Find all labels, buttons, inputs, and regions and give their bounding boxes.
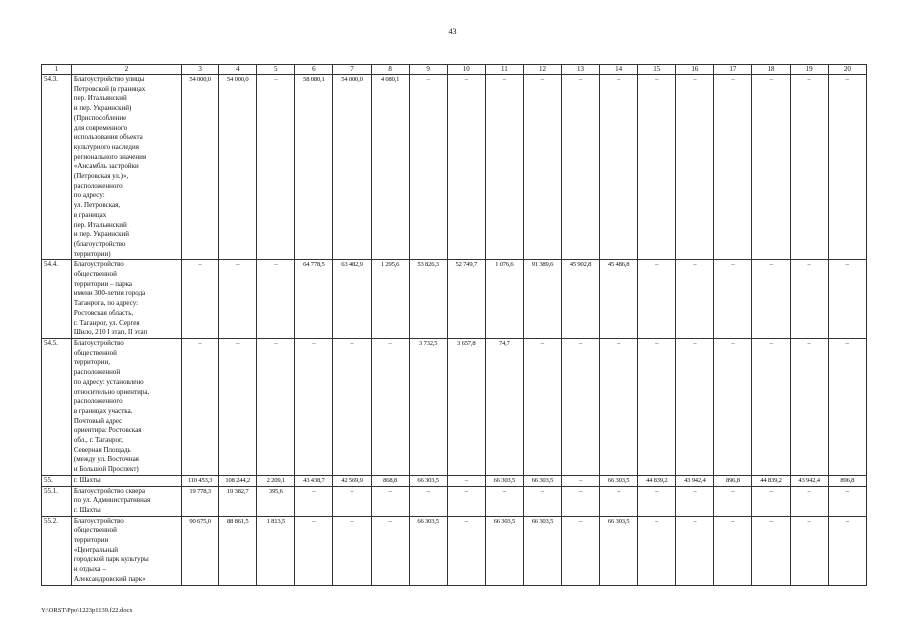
value-cell-col-4: – bbox=[219, 260, 257, 339]
row-object-name: Благоустройство общественной территории «Центральный городской парк культуры и отдыха – Александровский парк» bbox=[71, 516, 181, 585]
value-cell-col-15: – bbox=[638, 338, 676, 475]
value-cell-col-13: – bbox=[561, 486, 599, 516]
column-header-18: 18 bbox=[752, 65, 790, 75]
value-cell-col-7: 63 482,9 bbox=[333, 260, 371, 339]
value-cell-col-8: – bbox=[371, 486, 409, 516]
value-cell-col-7: 42 569,9 bbox=[333, 475, 371, 486]
value-cell-col-10: – bbox=[447, 516, 485, 585]
value-cell-col-3: 19 778,3 bbox=[182, 486, 219, 516]
value-cell-col-9: – bbox=[409, 486, 447, 516]
value-cell-col-9: 53 826,3 bbox=[409, 260, 447, 339]
value-cell-col-14: 45 486,8 bbox=[600, 260, 638, 339]
table-row bbox=[42, 338, 867, 475]
value-cell-col-18: – bbox=[752, 260, 790, 339]
value-cell-col-4: – bbox=[219, 338, 257, 475]
value-cell-col-4: 88 861,5 bbox=[219, 516, 257, 585]
value-cell-col-15: – bbox=[638, 260, 676, 339]
value-cell-col-19: – bbox=[790, 486, 828, 516]
value-cell-col-13: – bbox=[561, 338, 599, 475]
value-cell-col-3: 54 000,0 bbox=[182, 75, 219, 260]
value-cell-col-16: – bbox=[676, 486, 714, 516]
value-cell-col-3: – bbox=[182, 338, 219, 475]
value-cell-col-15: 44 839,2 bbox=[638, 475, 676, 486]
value-cell-col-6: – bbox=[295, 486, 333, 516]
value-cell-col-3: 110 453,3 bbox=[182, 475, 219, 486]
value-cell-col-11: 1 076,6 bbox=[485, 260, 523, 339]
value-cell-col-19: – bbox=[790, 516, 828, 585]
table-row bbox=[42, 75, 867, 260]
value-cell-col-14: – bbox=[600, 75, 638, 260]
value-cell-col-10: 3 657,8 bbox=[447, 338, 485, 475]
value-cell-col-5: 395,6 bbox=[257, 486, 295, 516]
value-cell-col-7: 54 000,0 bbox=[333, 75, 371, 260]
column-header-19: 19 bbox=[790, 65, 828, 75]
value-cell-col-20: – bbox=[828, 516, 866, 585]
value-cell-col-8: 1 295,6 bbox=[371, 260, 409, 339]
value-cell-col-14: – bbox=[600, 486, 638, 516]
value-cell-col-20: – bbox=[828, 486, 866, 516]
column-header-2: 2 bbox=[71, 65, 181, 75]
value-cell-col-18: 44 839,2 bbox=[752, 475, 790, 486]
value-cell-col-17: – bbox=[714, 75, 752, 260]
value-cell-col-16: – bbox=[676, 75, 714, 260]
value-cell-col-6: 64 778,5 bbox=[295, 260, 333, 339]
value-cell-col-17: – bbox=[714, 486, 752, 516]
value-cell-col-6: 43 438,7 bbox=[295, 475, 333, 486]
column-header-15: 15 bbox=[638, 65, 676, 75]
header-row bbox=[42, 65, 867, 75]
value-cell-col-10: – bbox=[447, 75, 485, 260]
value-cell-col-19: – bbox=[790, 338, 828, 475]
value-cell-col-4: 54 000,0 bbox=[219, 75, 257, 260]
value-cell-col-10: 52 749,7 bbox=[447, 260, 485, 339]
value-cell-col-15: – bbox=[638, 516, 676, 585]
value-cell-col-9: 3 732,5 bbox=[409, 338, 447, 475]
value-cell-col-10: – bbox=[447, 475, 485, 486]
value-cell-col-13: 45 902,8 bbox=[561, 260, 599, 339]
value-cell-col-16: – bbox=[676, 338, 714, 475]
value-cell-col-5: – bbox=[257, 260, 295, 339]
value-cell-col-15: – bbox=[638, 75, 676, 260]
value-cell-col-20: – bbox=[828, 260, 866, 339]
table-row bbox=[42, 475, 867, 486]
value-cell-col-8: – bbox=[371, 516, 409, 585]
column-header-14: 14 bbox=[600, 65, 638, 75]
value-cell-col-6: – bbox=[295, 516, 333, 585]
value-cell-col-7: – bbox=[333, 338, 371, 475]
value-cell-col-19: – bbox=[790, 75, 828, 260]
column-header-11: 11 bbox=[485, 65, 523, 75]
budget-table bbox=[41, 64, 867, 586]
value-cell-col-19: – bbox=[790, 260, 828, 339]
row-number: 55. bbox=[42, 475, 72, 486]
value-cell-col-17: 896,8 bbox=[714, 475, 752, 486]
value-cell-col-4: 19 382,7 bbox=[219, 486, 257, 516]
value-cell-col-13: – bbox=[561, 75, 599, 260]
value-cell-col-10: – bbox=[447, 486, 485, 516]
row-number: 54.3. bbox=[42, 75, 72, 260]
value-cell-col-13: – bbox=[561, 516, 599, 585]
value-cell-col-18: – bbox=[752, 75, 790, 260]
value-cell-col-11: – bbox=[485, 75, 523, 260]
value-cell-col-12: 91 389,6 bbox=[523, 260, 561, 339]
value-cell-col-5: 2 209,1 bbox=[257, 475, 295, 486]
value-cell-col-18: – bbox=[752, 486, 790, 516]
column-header-3: 3 bbox=[182, 65, 219, 75]
value-cell-col-11: 66 303,5 bbox=[485, 475, 523, 486]
column-header-17: 17 bbox=[714, 65, 752, 75]
value-cell-col-5: 1 813,5 bbox=[257, 516, 295, 585]
value-cell-col-5: – bbox=[257, 338, 295, 475]
value-cell-col-20: 896,8 bbox=[828, 475, 866, 486]
value-cell-col-16: 43 942,4 bbox=[676, 475, 714, 486]
value-cell-col-19: 43 942,4 bbox=[790, 475, 828, 486]
value-cell-col-7: – bbox=[333, 516, 371, 585]
column-header-10: 10 bbox=[447, 65, 485, 75]
page-number: 43 bbox=[448, 27, 457, 36]
table-body bbox=[42, 75, 867, 586]
value-cell-col-6: – bbox=[295, 338, 333, 475]
value-cell-col-11: 66 303,5 bbox=[485, 516, 523, 585]
value-cell-col-13: – bbox=[561, 475, 599, 486]
value-cell-col-20: – bbox=[828, 75, 866, 260]
table-row bbox=[42, 516, 867, 585]
value-cell-col-14: 66 303,5 bbox=[600, 516, 638, 585]
column-header-12: 12 bbox=[523, 65, 561, 75]
value-cell-col-5: – bbox=[257, 75, 295, 260]
value-cell-col-8: 868,8 bbox=[371, 475, 409, 486]
column-header-20: 20 bbox=[828, 65, 866, 75]
footer-file-path: Y:\ORST\Ppo\1223p1139.f22.docx bbox=[41, 607, 133, 614]
value-cell-col-18: – bbox=[752, 516, 790, 585]
value-cell-col-16: – bbox=[676, 516, 714, 585]
value-cell-col-12: 66 303,5 bbox=[523, 516, 561, 585]
value-cell-col-15: – bbox=[638, 486, 676, 516]
value-cell-col-14: – bbox=[600, 338, 638, 475]
row-object-name: Благоустройство общественной территории – парка имени 300-летия города Таганрога, по адресу: Ростовская область, г. Таганрог, ул. Сергея Шило, 210 I этап, II этап bbox=[71, 260, 181, 339]
value-cell-col-9: 66 303,5 bbox=[409, 516, 447, 585]
row-object-name: г. Шахты bbox=[71, 475, 181, 486]
value-cell-col-17: – bbox=[714, 260, 752, 339]
row-object-name: Благоустройство улицы Петровской (в границах пер. Итальянский и пер. Украинский) (Приспособление для современного использования объекта культурного наследия регионального значения «Ансамбль застройки (Петровская ул.)», расположенного по адресу: ул. Петровская, в границах пер. Итальянский и пер. Украинский (благоустройство территории) bbox=[71, 75, 181, 260]
column-header-7: 7 bbox=[333, 65, 371, 75]
column-header-6: 6 bbox=[295, 65, 333, 75]
row-object-name: Благоустройство сквера по ул. Административная г. Шахты bbox=[71, 486, 181, 516]
value-cell-col-11: 74,7 bbox=[485, 338, 523, 475]
value-cell-col-8: 4 080,1 bbox=[371, 75, 409, 260]
column-header-5: 5 bbox=[257, 65, 295, 75]
row-number: 55.2. bbox=[42, 516, 72, 585]
table-row bbox=[42, 486, 867, 516]
row-number: 55.1. bbox=[42, 486, 72, 516]
table-row bbox=[42, 260, 867, 339]
value-cell-col-4: 108 244,2 bbox=[219, 475, 257, 486]
value-cell-col-3: 90 675,0 bbox=[182, 516, 219, 585]
column-header-13: 13 bbox=[561, 65, 599, 75]
value-cell-col-3: – bbox=[182, 260, 219, 339]
row-number: 54.5. bbox=[42, 338, 72, 475]
column-header-16: 16 bbox=[676, 65, 714, 75]
value-cell-col-9: – bbox=[409, 75, 447, 260]
value-cell-col-11: – bbox=[485, 486, 523, 516]
value-cell-col-17: – bbox=[714, 338, 752, 475]
value-cell-col-20: – bbox=[828, 338, 866, 475]
value-cell-col-8: – bbox=[371, 338, 409, 475]
value-cell-col-18: – bbox=[752, 338, 790, 475]
value-cell-col-6: 58 080,1 bbox=[295, 75, 333, 260]
value-cell-col-14: 66 303,5 bbox=[600, 475, 638, 486]
column-header-4: 4 bbox=[219, 65, 257, 75]
row-number: 54.4. bbox=[42, 260, 72, 339]
row-object-name: Благоустройство общественной территории, расположенной по адресу: установлено относительно ориентира, расположенного в границах участка. Почтовый адрес ориентира: Ростовская обл., г. Таганрог, Северная Площадь (между ул. Восточная и Большой Проспект) bbox=[71, 338, 181, 475]
value-cell-col-16: – bbox=[676, 260, 714, 339]
value-cell-col-12: – bbox=[523, 75, 561, 260]
column-header-1: 1 bbox=[42, 65, 72, 75]
value-cell-col-9: 66 303,5 bbox=[409, 475, 447, 486]
column-header-8: 8 bbox=[371, 65, 409, 75]
value-cell-col-12: 66 303,5 bbox=[523, 475, 561, 486]
value-cell-col-7: – bbox=[333, 486, 371, 516]
value-cell-col-17: – bbox=[714, 516, 752, 585]
value-cell-col-12: – bbox=[523, 486, 561, 516]
column-header-9: 9 bbox=[409, 65, 447, 75]
value-cell-col-12: – bbox=[523, 338, 561, 475]
